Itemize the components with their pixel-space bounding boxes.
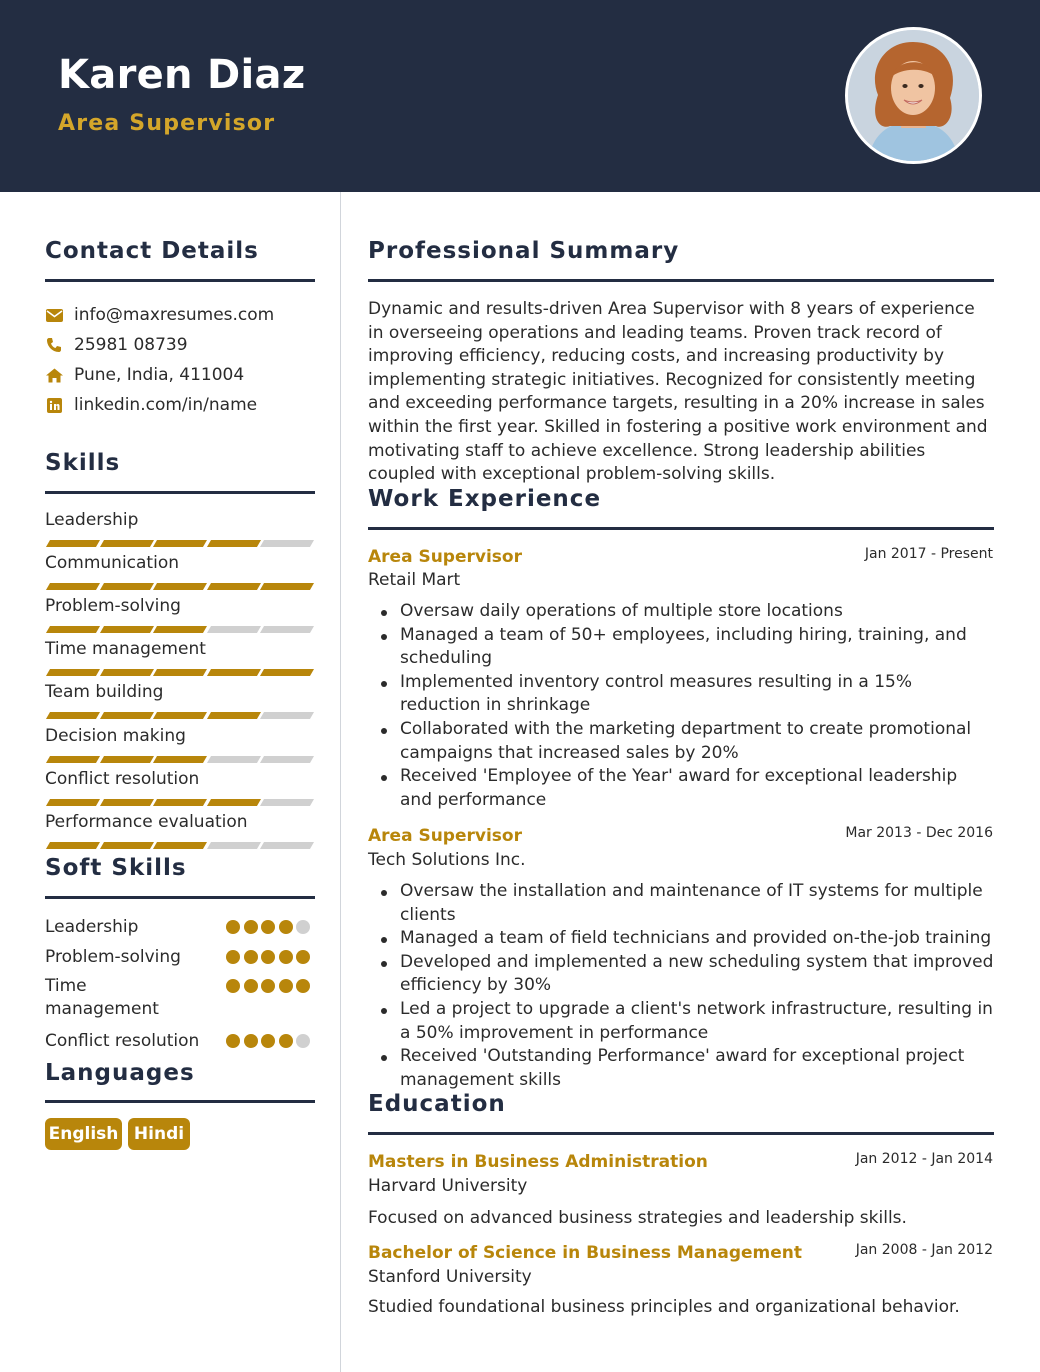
soft-skill-rating: [226, 920, 316, 934]
skill-segment-filled: [46, 540, 100, 547]
degree-description: Studied foundational business principles and organizational behavior.: [368, 1297, 960, 1317]
profile-photo: [845, 27, 982, 164]
soft-skill-label: Time management: [45, 976, 159, 1019]
job-bullet: Oversaw daily operations of multiple store locations: [368, 600, 994, 624]
skill-segment-filled: [99, 626, 153, 633]
languages-section-rule: [45, 1100, 315, 1103]
skill-segment-empty: [260, 626, 314, 633]
rating-dot-filled: [261, 920, 275, 934]
skill-segment-filled: [206, 712, 260, 719]
contact-section-rule: [45, 279, 315, 282]
summary-text: Dynamic and results-driven Area Supervisor with 8 years of experience in overseeing operations and leading teams. Proven track record of improving efficiency, reducing costs, and increasing productivity by implementing strategic initiatives. Recognized for consistently meeting and exceeding performance targets, resulting in a 20% increase in sales within the first year. Skilled in fostering a positive work environment and motivating staff to achieve excellence. Strong leadership abilities coupled with exceptional problem-solving skills.: [368, 299, 988, 485]
job-title: Area Supervisor: [368, 826, 522, 846]
skills-section-rule: [45, 491, 315, 494]
skill-segment-empty: [206, 842, 260, 849]
email-icon: [45, 306, 63, 324]
skill-segment-filled: [46, 799, 100, 806]
degree-title: Masters in Business Administration: [368, 1152, 708, 1172]
contact-email-text: info@maxresumes.com: [74, 305, 275, 325]
job-bullet: Managed a team of 50+ employees, including hiring, training, and scheduling: [368, 624, 994, 671]
school-name: Stanford University: [368, 1267, 532, 1287]
rating-dot-filled: [244, 979, 258, 993]
skill-level-bar: [45, 669, 315, 676]
skill-segment-filled: [153, 540, 207, 547]
rating-dot-filled: [226, 950, 240, 964]
skill-segment-filled: [99, 799, 153, 806]
skill-level-bar: [45, 540, 315, 547]
degree-dates: Jan 2008 - Jan 2012: [855, 1242, 993, 1258]
skill-level-bar: [45, 756, 315, 763]
rating-dot-filled: [261, 1034, 275, 1048]
skill-segment-filled: [153, 712, 207, 719]
skill-segment-filled: [206, 669, 260, 676]
skill-level-bar: [45, 799, 315, 806]
skill-segment-empty: [260, 540, 314, 547]
soft-skill-rating: [226, 979, 316, 993]
job-dates: Jan 2017 - Present: [864, 546, 993, 562]
job-bullets: [368, 600, 994, 812]
job-bullet: Collaborated with the marketing department to create promotional campaigns that increased sales by 20%: [368, 718, 994, 765]
phone-icon: [45, 336, 63, 354]
job-company: Retail Mart: [368, 570, 461, 590]
soft-skill-rating: [226, 1034, 316, 1048]
contact-linkedin[interactable]: [45, 393, 257, 417]
rating-dot-filled: [261, 950, 275, 964]
skill-segment-empty: [206, 626, 260, 633]
soft-skills-section-rule: [45, 896, 315, 899]
skill-level-bar: [45, 626, 315, 633]
job-bullets: [368, 880, 994, 1092]
degree-dates: Jan 2012 - Jan 2014: [855, 1151, 993, 1167]
education-section-rule: [368, 1132, 994, 1135]
skill-segment-empty: [260, 712, 314, 719]
contact-linkedin-text: linkedin.com/in/name: [74, 395, 258, 415]
skill-segment-empty: [260, 756, 314, 763]
soft-skill-rating: [226, 950, 316, 964]
soft-skill-label: Conflict resolution: [45, 1031, 200, 1051]
skill-segment-filled: [206, 540, 260, 547]
job-bullet: Managed a team of field technicians and provided on-the-job training: [368, 927, 994, 951]
skill-segment-filled: [46, 842, 100, 849]
job-bullet: Developed and implemented a new scheduling system that improved efficiency by 30%: [368, 951, 994, 998]
skill-segment-filled: [46, 756, 100, 763]
degree-description: Focused on advanced business strategies and leadership skills.: [368, 1208, 907, 1228]
skill-segment-filled: [206, 799, 260, 806]
experience-section-title: Work Experience: [368, 486, 602, 512]
column-divider: [340, 192, 341, 1372]
skill-segment-filled: [99, 842, 153, 849]
skill-segment-filled: [153, 799, 207, 806]
job-bullet: Received 'Employee of the Year' award for exceptional leadership and performance: [368, 765, 994, 812]
linkedin-icon: [45, 396, 63, 414]
contact-phone[interactable]: [45, 333, 188, 357]
rating-dot-filled: [261, 979, 275, 993]
candidate-name: Karen Diaz: [58, 52, 306, 98]
rating-dot-filled: [244, 1034, 258, 1048]
rating-dot-filled: [296, 950, 310, 964]
job-bullet: Led a project to upgrade a client's network infrastructure, resulting in a 50% improvement in performance: [368, 998, 994, 1045]
skill-segment-filled: [46, 583, 100, 590]
skill-segment-filled: [206, 583, 260, 590]
contact-section-title: Contact Details: [45, 238, 259, 264]
rating-dot-filled: [226, 979, 240, 993]
skill-segment-filled: [153, 583, 207, 590]
rating-dot-filled: [279, 979, 293, 993]
skill-segment-filled: [153, 842, 207, 849]
resume-header: [0, 0, 1040, 192]
rating-dot-filled: [296, 979, 310, 993]
soft-skill-label: Leadership: [45, 917, 139, 937]
degree-title: Bachelor of Science in Business Management: [368, 1243, 803, 1263]
rating-dot-filled: [226, 1034, 240, 1048]
rating-dot-filled: [279, 920, 293, 934]
summary-section-title: Professional Summary: [368, 238, 680, 264]
rating-dot-filled: [226, 920, 240, 934]
skills-section-title: Skills: [45, 450, 121, 476]
skill-segment-filled: [46, 669, 100, 676]
job-dates: Mar 2013 - Dec 2016: [845, 825, 993, 841]
skill-level-bar: [45, 583, 315, 590]
rating-dot-empty: [296, 920, 310, 934]
job-bullet: Oversaw the installation and maintenance of IT systems for multiple clients: [368, 880, 994, 927]
languages-section-title: Languages: [45, 1060, 195, 1086]
skill-segment-empty: [260, 842, 314, 849]
experience-section-rule: [368, 527, 994, 530]
skill-segment-filled: [153, 626, 207, 633]
summary-section-rule: [368, 279, 994, 282]
skill-label: Performance evaluation: [45, 811, 248, 832]
rating-dot-filled: [279, 1034, 293, 1048]
contact-address-text: Pune, India, 411004: [74, 365, 245, 385]
skill-segment-filled: [99, 540, 153, 547]
skill-segment-filled: [99, 756, 153, 763]
skill-segment-filled: [99, 669, 153, 676]
skill-label: Conflict resolution: [45, 768, 200, 789]
job-bullet: Implemented inventory control measures resulting in a 15% reduction in shrinkage: [368, 671, 994, 718]
skill-segment-filled: [46, 712, 100, 719]
skill-label: Communication: [45, 553, 179, 574]
home-icon: [45, 366, 63, 384]
school-name: Harvard University: [368, 1176, 528, 1196]
skill-segment-empty: [260, 799, 314, 806]
rating-dot-filled: [279, 950, 293, 964]
language-badge: English: [45, 1118, 122, 1150]
skill-label: Leadership: [45, 510, 139, 530]
skill-level-bar: [45, 842, 315, 849]
skill-level-bar: [45, 712, 315, 719]
rating-dot-filled: [244, 950, 258, 964]
skill-segment-filled: [153, 756, 207, 763]
skill-segment-filled: [260, 669, 314, 676]
skill-segment-filled: [46, 626, 100, 633]
job-company: Tech Solutions Inc.: [368, 850, 526, 870]
contact-email[interactable]: [45, 303, 274, 327]
skill-label: Time management: [45, 639, 206, 660]
language-badge: Hindi: [128, 1118, 190, 1150]
rating-dot-filled: [244, 920, 258, 934]
skill-label: Problem-solving: [45, 596, 181, 617]
skill-label: Team building: [45, 682, 164, 703]
skill-label: Decision making: [45, 725, 186, 746]
skill-segment-filled: [153, 669, 207, 676]
skill-segment-filled: [99, 712, 153, 719]
skill-segment-filled: [99, 583, 153, 590]
soft-skills-section-title: Soft Skills: [45, 855, 187, 881]
rating-dot-empty: [296, 1034, 310, 1048]
job-bullet: Received 'Outstanding Performance' award for exceptional project management skills: [368, 1045, 994, 1092]
skill-segment-empty: [206, 756, 260, 763]
contact-phone-text: 25981 08739: [74, 335, 188, 355]
job-title: Area Supervisor: [368, 547, 522, 567]
contact-address: [45, 363, 244, 387]
candidate-title: Area Supervisor: [58, 111, 276, 136]
skill-segment-filled: [260, 583, 314, 590]
education-section-title: Education: [368, 1091, 506, 1117]
soft-skill-label: Problem-solving: [45, 947, 181, 967]
